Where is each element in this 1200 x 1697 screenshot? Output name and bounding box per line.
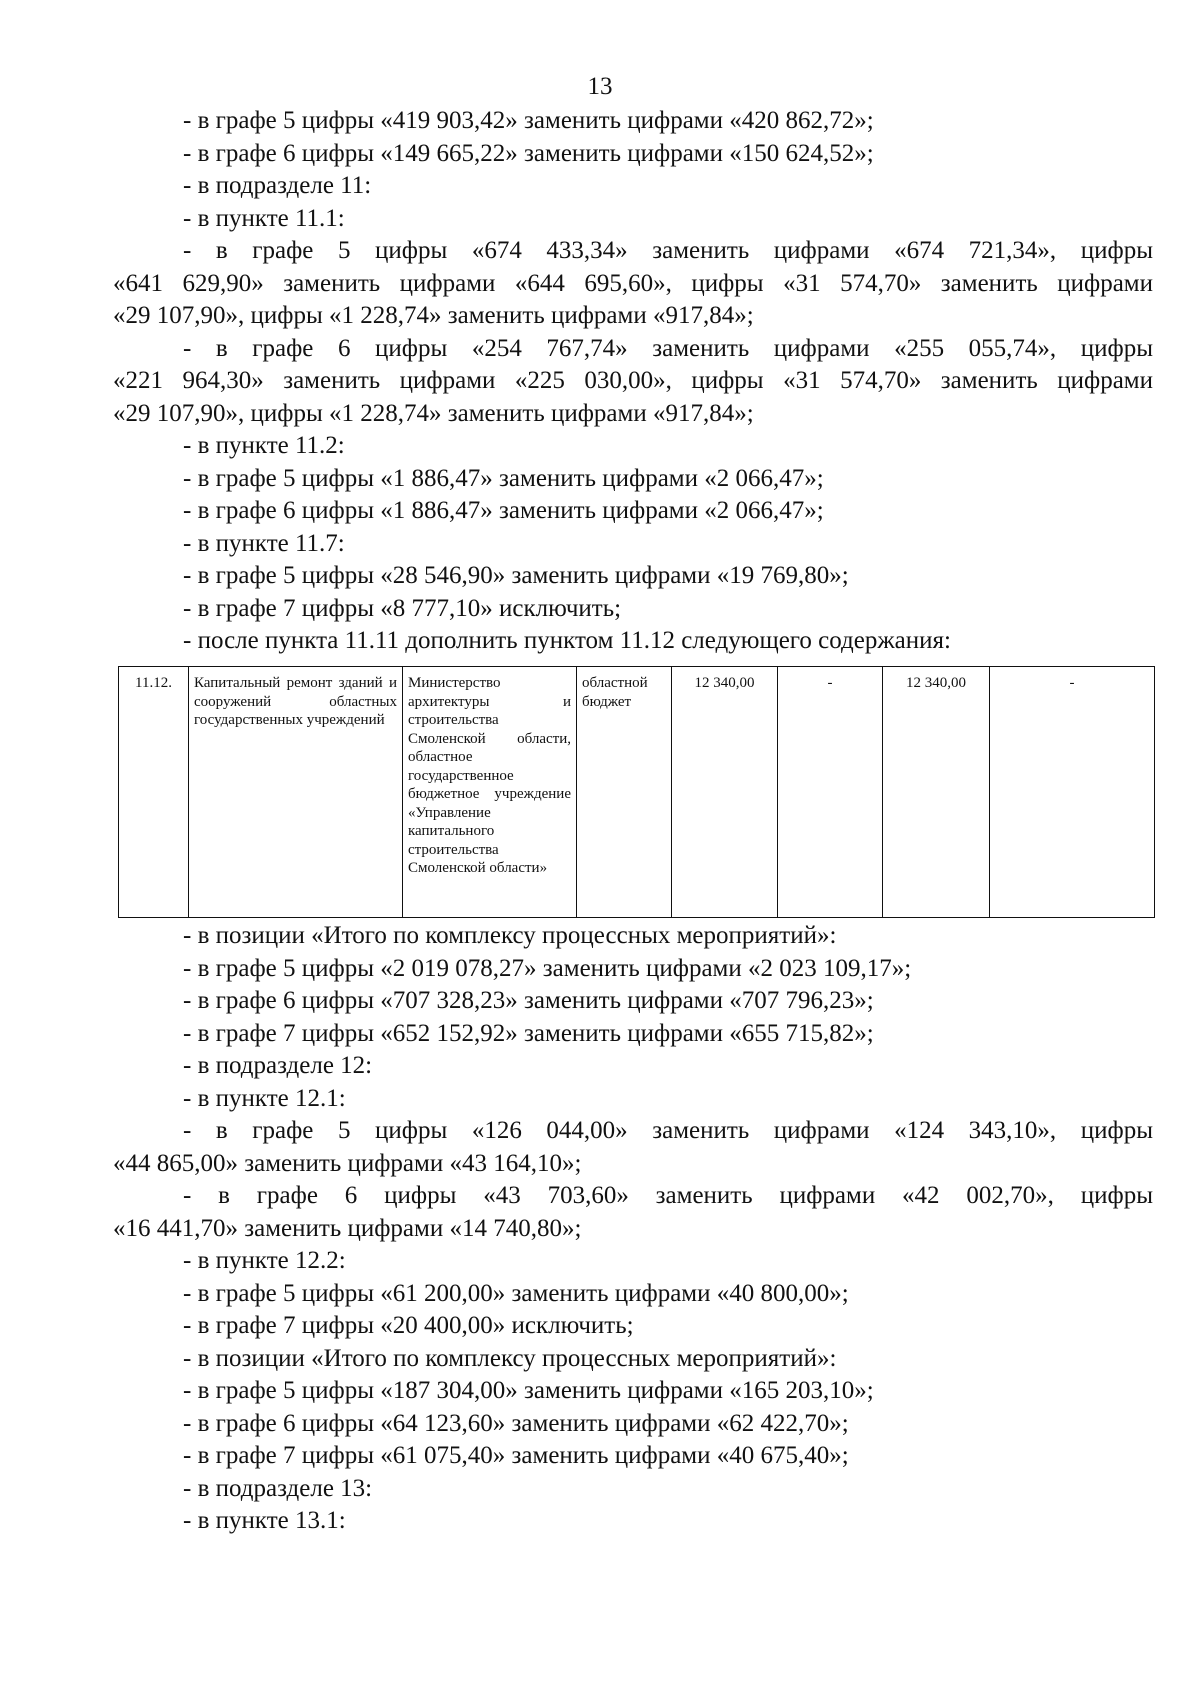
amendment-line: - в графе 5 цифры «674 433,34» заменить цифрами «674 721,34», цифры	[183, 237, 1153, 264]
amendment-line: - в графе 5 цифры «2 019 078,27» заменить цифрами «2 023 109,17»;	[183, 954, 912, 982]
amendment-table	[118, 666, 1155, 918]
amendment-line: - в пункте 11.7:	[183, 529, 345, 557]
amendment-line: - в графе 5 цифры «61 200,00» заменить цифрами «40 800,00»;	[183, 1279, 849, 1307]
amendment-line: - в графе 7 цифры «8 777,10» исключить;	[183, 594, 622, 622]
amendment-line: - в графе 6 цифры «1 886,47» заменить цифрами «2 066,47»;	[183, 497, 824, 524]
cell-number: 11.12.	[119, 667, 189, 918]
amendment-line: - в пункте 12.2:	[183, 1247, 346, 1274]
amendment-line: - в графе 5 цифры «187 304,00» заменить цифрами «165 203,10»;	[183, 1377, 874, 1404]
amendment-line: «29 107,90», цифры «1 228,74» заменить цифрами «917,84»;	[113, 399, 754, 427]
amendment-line: - в графе 5 цифры «419 903,42» заменить цифрами «420 862,72»;	[183, 107, 874, 134]
amendment-line: - в графе 5 цифры «28 546,90» заменить цифрами «19 769,80»;	[183, 562, 849, 589]
cell-total: 12 340,00	[672, 667, 778, 918]
amendment-line: - после пункта 11.11 дополнить пунктом 11.12 следующего содержания:	[183, 627, 951, 654]
amendment-line: - в пункте 13.1:	[183, 1507, 346, 1534]
amendment-line: «16 441,70» заменить цифрами «14 740,80»;	[113, 1214, 582, 1242]
amendment-line: «221 964,30» заменить цифрами «225 030,00», цифры «31 574,70» заменить цифрами	[113, 367, 1153, 394]
amendment-line: - в графе 5 цифры «126 044,00» заменить цифрами «124 343,10», цифры	[183, 1117, 1153, 1144]
cell-col6: -	[778, 667, 883, 918]
amendment-line: «29 107,90», цифры «1 228,74» заменить цифрами «917,84»;	[113, 302, 754, 329]
amendment-line: - в позиции «Итого по комплексу процессных мероприятий»:	[183, 922, 837, 949]
cell-col8: -	[990, 667, 1155, 918]
amendment-line: - в позиции «Итого по комплексу процессных мероприятий»:	[183, 1344, 837, 1372]
amendment-list-top	[113, 105, 1153, 658]
amendment-line: «641 629,90» заменить цифрами «644 695,60», цифры «31 574,70» заменить цифрами	[113, 269, 1153, 297]
amendment-line: - в графе 7 цифры «20 400,00» исключить;	[183, 1312, 634, 1339]
amendment-line: - в пункте 11.1:	[183, 204, 345, 232]
amendment-list-bottom	[113, 920, 1153, 1538]
cell-funding-source: областной бюджет	[577, 667, 672, 918]
amendment-line: - в графе 6 цифры «43 703,60» заменить цифрами «42 002,70», цифры	[183, 1182, 1153, 1209]
amendment-line: - в графе 6 цифры «707 328,23» заменить цифрами «707 796,23»;	[183, 987, 874, 1014]
cell-name: Капитальный ремонт зданий и сооружений областных государственных учреждений	[189, 667, 403, 918]
amendment-line: - в графе 5 цифры «1 886,47» заменить цифрами «2 066,47»;	[183, 464, 824, 492]
amendment-line: - в графе 7 цифры «652 152,92» заменить цифрами «655 715,82»;	[183, 1019, 874, 1047]
amendment-line: - в графе 7 цифры «61 075,40» заменить цифрами «40 675,40»;	[183, 1442, 849, 1469]
amendment-line: - в графе 6 цифры «149 665,22» заменить цифрами «150 624,52»;	[183, 139, 874, 167]
page-number: 13	[587, 73, 613, 100]
cell-executor: Министерство архитектуры и строительства Смоленской области, областное государственное бюджетное учреждение «Управление капитального строительства Смоленской области»	[403, 667, 577, 918]
table-row	[119, 667, 1155, 918]
amendment-line: - в подразделе 12:	[183, 1052, 373, 1079]
amendment-line: - в подразделе 13:	[183, 1474, 373, 1502]
amendment-line: - в графе 6 цифры «64 123,60» заменить цифрами «62 422,70»;	[183, 1409, 849, 1437]
amendment-line: - в графе 6 цифры «254 767,74» заменить цифрами «255 055,74», цифры	[183, 334, 1153, 362]
cell-col7: 12 340,00	[883, 667, 990, 918]
amendment-line: - в подразделе 11:	[183, 172, 372, 199]
amendment-line: - в пункте 12.1:	[183, 1084, 346, 1112]
amendment-line: «44 865,00» заменить цифрами «43 164,10»;	[113, 1149, 582, 1177]
amendment-line: - в пункте 11.2:	[183, 432, 345, 459]
